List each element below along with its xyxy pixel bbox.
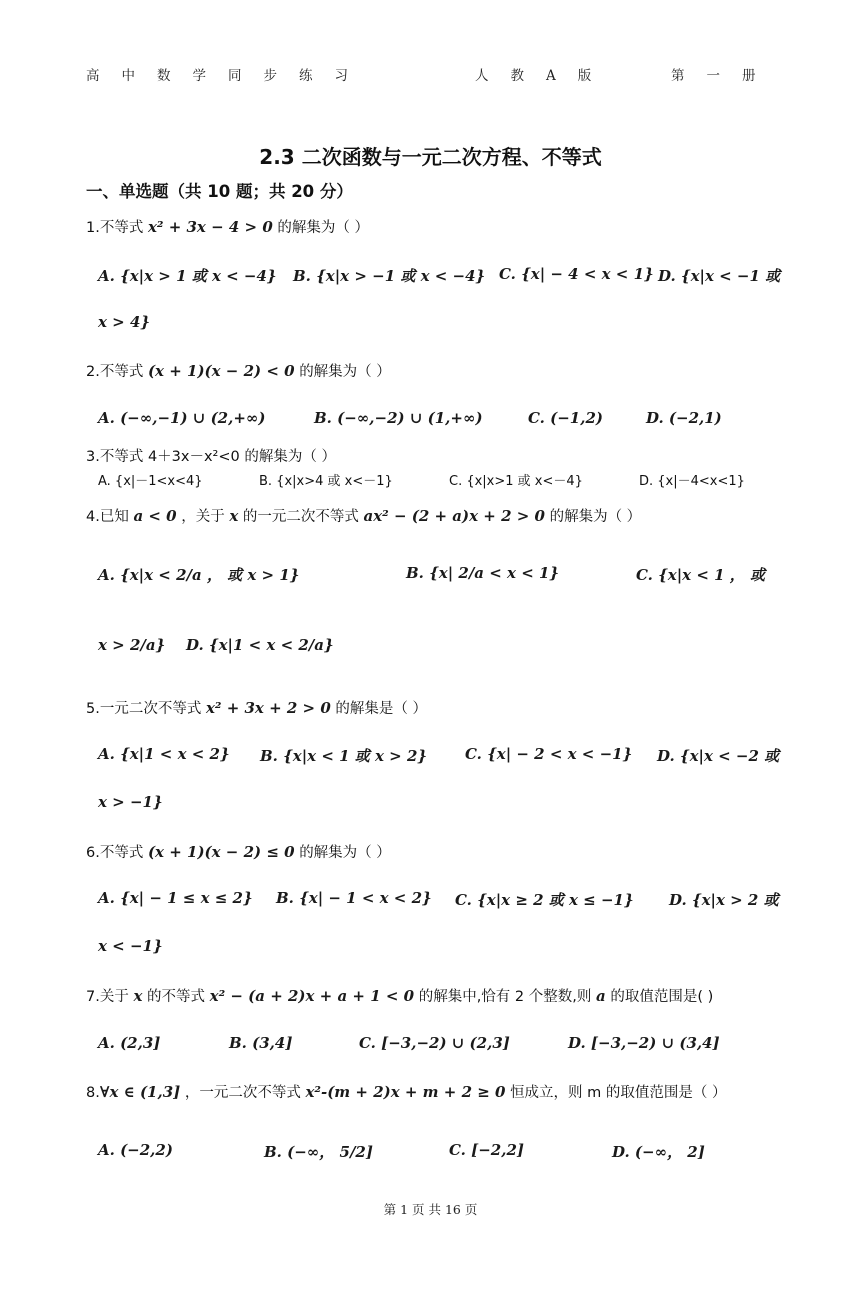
question-6-option-b: B. {x| − 1 < x < 2} xyxy=(276,889,432,907)
question-8-expression: x²-(m + 2)x + m + 2 ≥ 0 xyxy=(305,1083,506,1101)
question-1-stem: 1.不等式 x² + 3x − 4 > 0 的解集为（ ） xyxy=(86,218,369,236)
question-3-option-d: D. {x|－4<x<1} xyxy=(639,474,745,489)
question-5-option-b: B. {x|x < 1 或 x > 2} xyxy=(260,747,428,765)
running-header xyxy=(86,64,776,84)
question-4-expression: ax² − (2 + a)x + 2 > 0 xyxy=(363,507,545,525)
question-6-option-d: D. {x|x > 2 或 xyxy=(669,891,779,909)
question-4-option-d: D. {x|1 < x < 2/a} xyxy=(186,636,334,654)
question-8-option-b: B. (−∞， 5/2] xyxy=(264,1143,373,1161)
question-7-variable-a: a xyxy=(595,987,606,1005)
question-1-option-b: B. {x|x > −1 或 x < −4} xyxy=(293,267,486,285)
question-7-option-a: A. (2,3] xyxy=(98,1034,161,1052)
question-6-option-d-cont: x < −1} xyxy=(98,937,163,955)
question-4-option-b: B. {x| 2/a < x < 1} xyxy=(406,564,560,582)
question-3-option-c: C. {x|x>1 或 x<－4} xyxy=(449,474,583,489)
question-1-option-a: A. {x|x > 1 或 x < −4} xyxy=(98,267,277,285)
question-7-option-b: B. (3,4] xyxy=(229,1034,293,1052)
question-3-option-a: A. {x|－1<x<4} xyxy=(98,474,203,489)
header-middle: 人教A版 xyxy=(475,68,614,84)
question-2-option-b: B. (−∞,−2) ∪ (1,+∞) xyxy=(314,409,483,427)
question-5-stem: 5.一元二次不等式 x² + 3x + 2 > 0 的解集是（ ） xyxy=(86,699,427,717)
question-6-expression: (x + 1)(x − 2) ≤ 0 xyxy=(147,843,295,861)
question-5-option-a: A. {x|1 < x < 2} xyxy=(98,745,230,763)
question-7-variable: x xyxy=(133,987,143,1005)
question-7-expression: x² − (a + 2)x + a + 1 < 0 xyxy=(209,987,415,1005)
question-2-option-d: D. (−2,1) xyxy=(646,409,722,427)
question-5-option-c: C. {x| − 2 < x < −1} xyxy=(465,745,633,763)
question-3-stem: 3.不等式 4＋3x－x²<0 的解集为（ ） xyxy=(86,449,336,465)
question-1-option-c: C. {x| − 4 < x < 1} xyxy=(499,265,654,283)
question-6-stem: 6.不等式 (x + 1)(x − 2) ≤ 0 的解集为（ ） xyxy=(86,843,391,861)
question-8-stem: 8.∀x ∈ (1,3] ，一元二次不等式 x²-(m + 2)x + m + 2 ≥ 0 恒成立，则 m 的取值范围是（ ） xyxy=(86,1083,727,1101)
section-heading: 一、单选题（共 10 题；共 20 分） xyxy=(86,182,353,201)
question-4-condition: a < 0 xyxy=(133,507,177,525)
question-4-variable: x xyxy=(229,507,239,525)
question-2-option-a: A. (−∞,−1) ∪ (2,+∞) xyxy=(98,409,266,427)
question-1-option-d: D. {x|x < −1 或 xyxy=(658,267,781,285)
question-1-option-d-cont: x > 4} xyxy=(98,313,151,331)
question-7-option-c: C. [−3,−2) ∪ (2,3] xyxy=(359,1034,510,1052)
question-6-option-a: A. {x| − 1 ≤ x ≤ 2} xyxy=(98,889,253,907)
question-4-option-a: A. {x|x < 2/a ， 或 x > 1} xyxy=(98,566,300,584)
question-2-option-c: C. (−1,2) xyxy=(528,409,603,427)
question-7-option-d: D. [−3,−2) ∪ (3,4] xyxy=(568,1034,720,1052)
question-8-option-c: C. [−2,2] xyxy=(449,1141,524,1159)
header-left: 高中数学同步练习 xyxy=(86,68,370,84)
question-5-expression: x² + 3x + 2 > 0 xyxy=(205,699,331,717)
question-6-option-c: C. {x|x ≥ 2 或 x ≤ −1} xyxy=(455,891,634,909)
question-4-option-c-cont: x > 2/a} xyxy=(98,636,166,654)
question-4-stem: 4.已知 a < 0 ，关于 x 的一元二次不等式 ax² − (2 + a)x + 2 > 0 的解集为（ ） xyxy=(86,507,642,525)
question-8-option-a: A. (−2,2) xyxy=(98,1141,173,1159)
question-4-option-c: C. {x|x < 1 ， 或 xyxy=(636,566,766,584)
question-2-expression: (x + 1)(x − 2) < 0 xyxy=(147,362,295,380)
document-title: 2.3 二次函数与一元二次方程、不等式 xyxy=(259,145,602,169)
question-1-expression: x² + 3x − 4 > 0 xyxy=(147,218,273,236)
question-3-option-b: B. {x|x>4 或 x<－1} xyxy=(259,474,393,489)
question-8-option-d: D. (−∞， 2] xyxy=(612,1143,705,1161)
page-footer: 第 1 页 共 16 页 xyxy=(383,1202,478,1217)
question-8-condition: ∀x ∈ (1,3] xyxy=(99,1083,181,1101)
question-7-stem: 7.关于 x 的不等式 x² − (a + 2)x + a + 1 < 0 的解集中,恰有 2 个整数,则 a 的取值范围是( ) xyxy=(86,987,714,1005)
question-2-stem: 2.不等式 (x + 1)(x − 2) < 0 的解集为（ ） xyxy=(86,362,391,380)
question-5-option-d-cont: x > −1} xyxy=(98,793,163,811)
question-5-option-d: D. {x|x < −2 或 xyxy=(657,747,780,765)
header-right: 第一册 xyxy=(671,68,778,84)
